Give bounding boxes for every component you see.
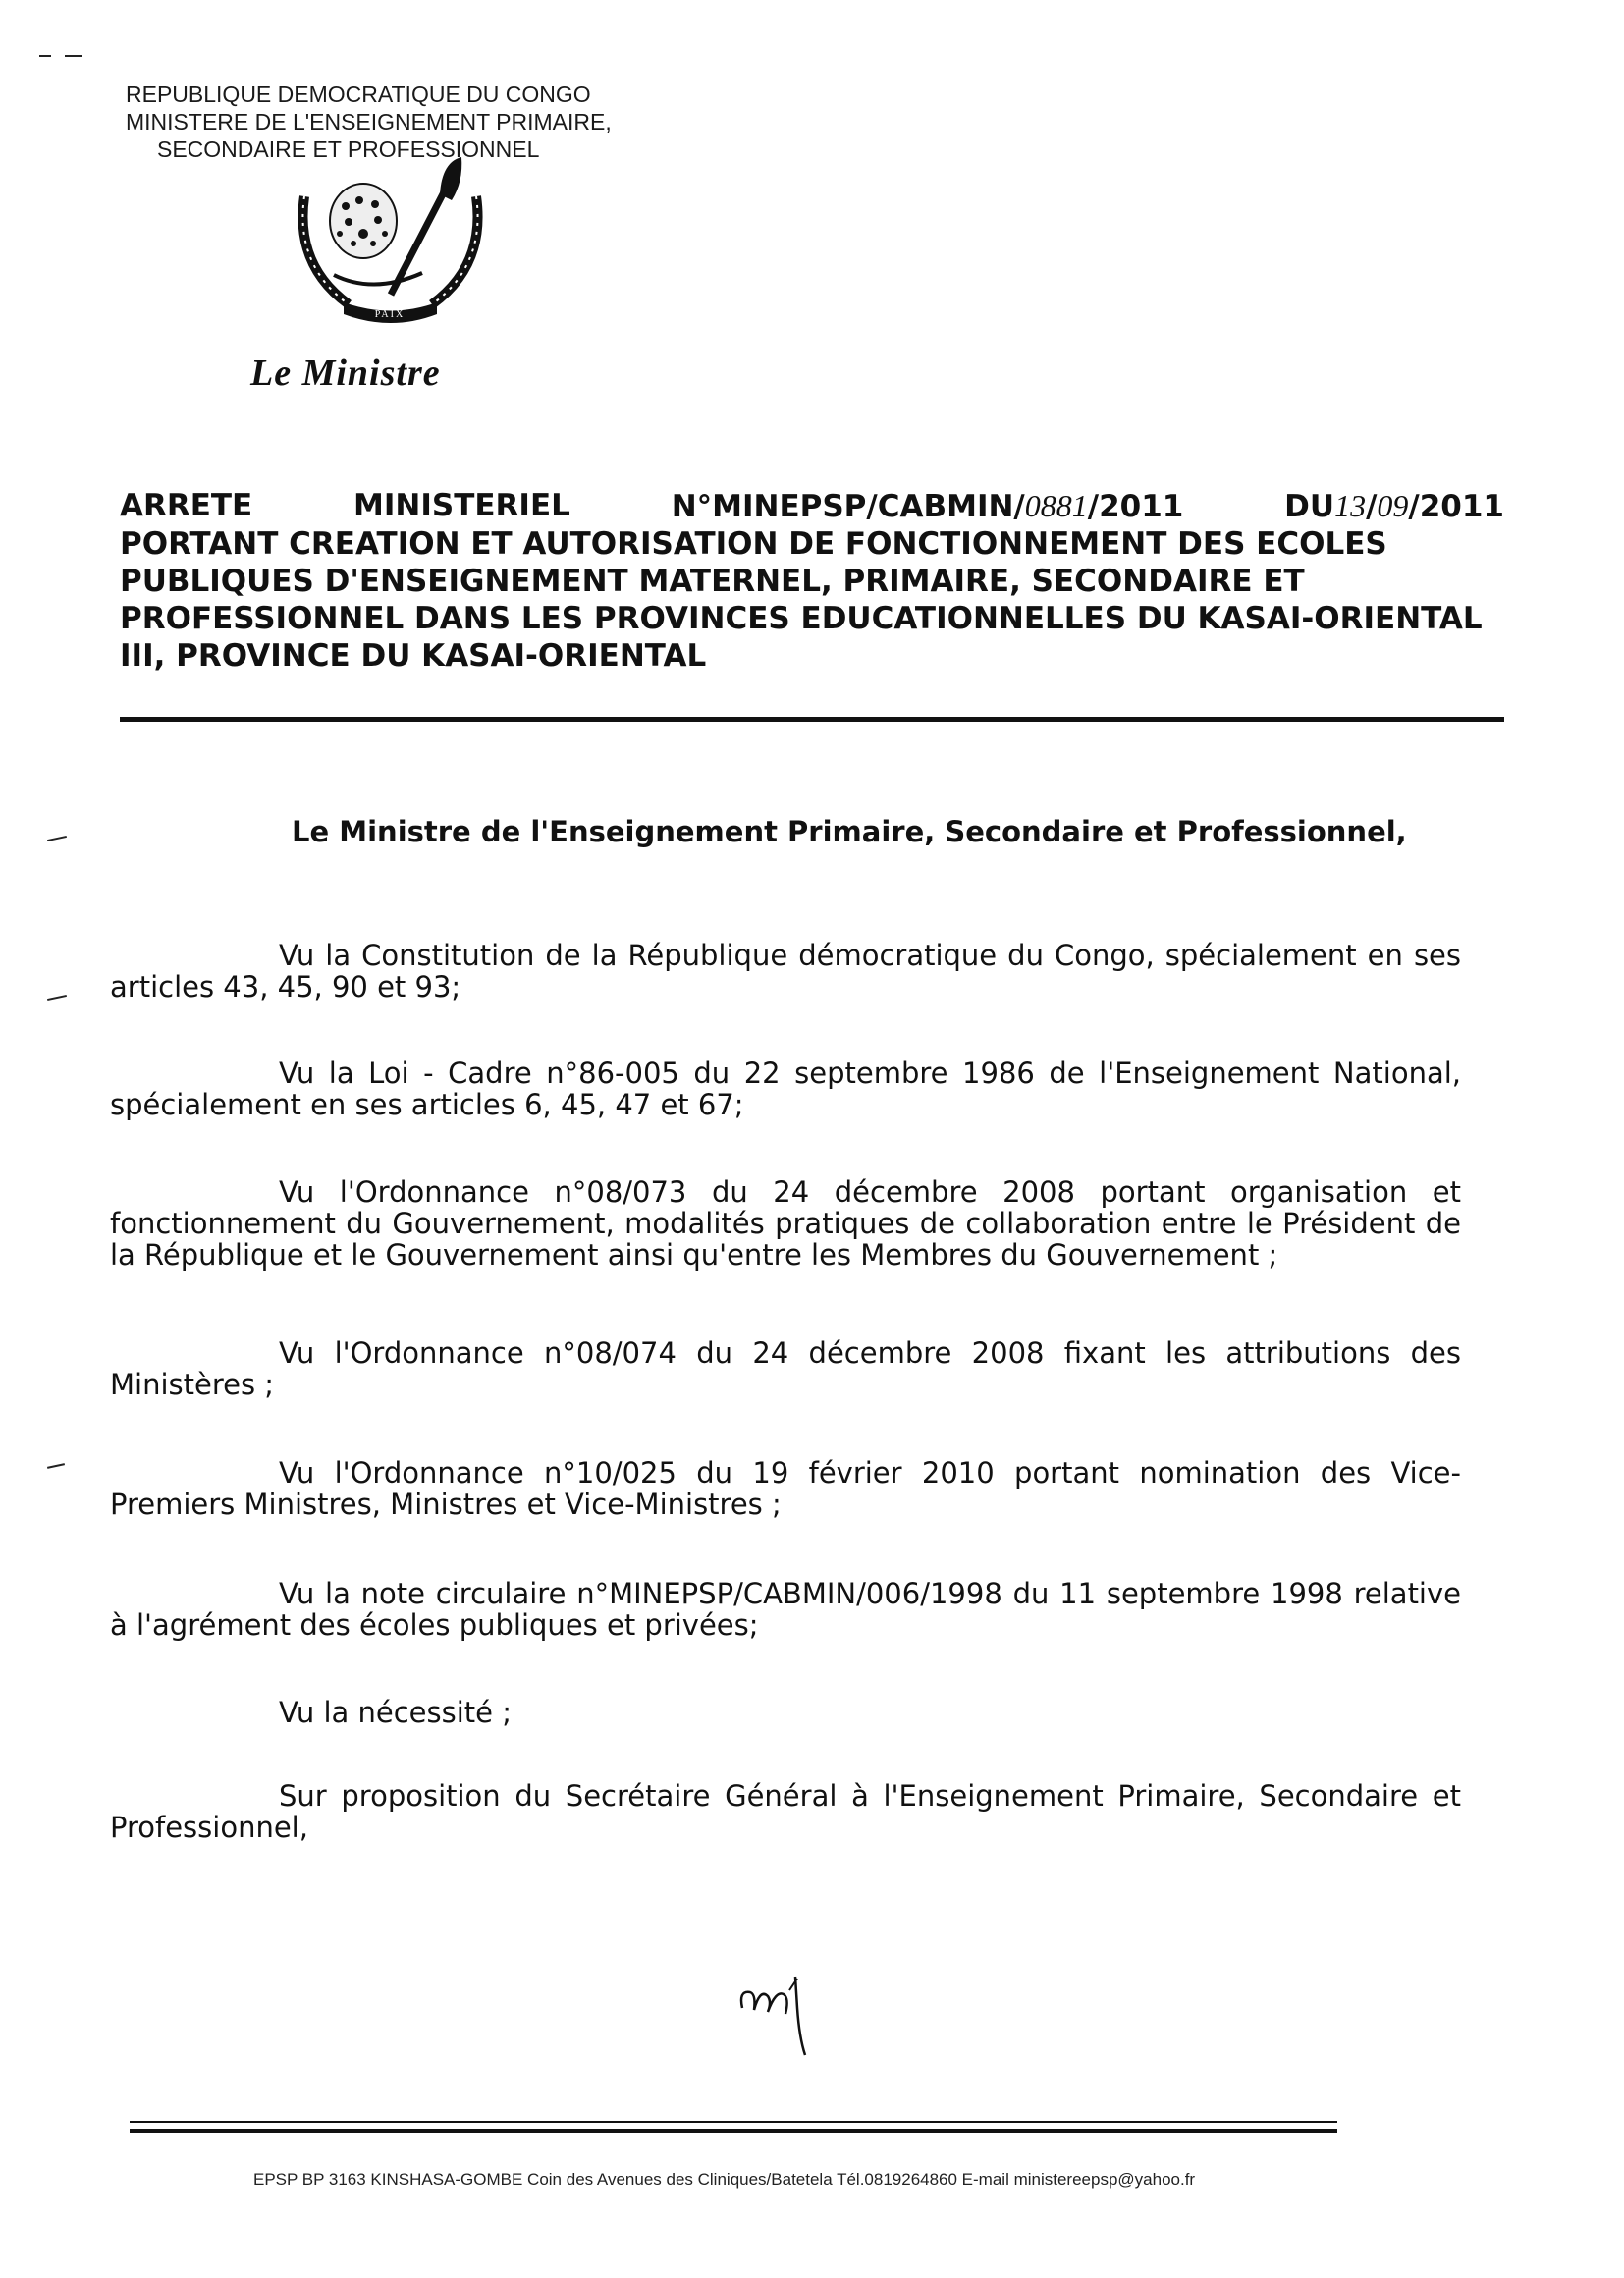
recital-paragraph: Vu la Constitution de la République démocratique du Congo, spécialement en ses articles 43, 45, 90 et 93; xyxy=(110,939,1461,1003)
decree-date: DU13/09/2011 xyxy=(1284,488,1504,524)
title-row-1 xyxy=(120,487,1504,525)
decree-reference: N°MINEPSP/CABMIN/0881/2011 xyxy=(671,488,1184,524)
minister-signature-label: Le Ministre xyxy=(250,353,441,394)
recital-paragraph: Vu l'Ordonnance n°08/073 du 24 décembre 2008 portant organisation et fonctionnement du Gouvernement, modalités pratiques de collaboration entre le Président de la République et le Gouvernement ainsi qu'entre les Membres du Gouvernement ; xyxy=(110,1175,1461,1272)
scan-mark xyxy=(47,836,67,841)
recital-paragraph: Vu la nécessité ; xyxy=(279,1696,512,1729)
title-row-4: PROFESSIONNEL DANS LES PROVINCES EDUCATIONNELLES DU KASAI-ORIENTAL xyxy=(120,601,1483,636)
scan-mark xyxy=(65,55,82,57)
scan-mark xyxy=(47,995,67,1001)
recital-paragraph: Vu la note circulaire n°MINEPSP/CABMIN/006/1998 du 11 septembre 1998 relative à l'agrément des écoles publiques et privées; xyxy=(110,1577,1461,1642)
title-word: MINISTERIEL xyxy=(353,488,570,523)
title-row-2: PORTANT CREATION ET AUTORISATION DE FONCTIONNEMENT DES ECOLES xyxy=(120,526,1387,562)
title-row-5: III, PROVINCE DU KASAI-ORIENTAL xyxy=(120,638,707,674)
footer-divider xyxy=(130,2129,1337,2133)
recital-paragraph: Sur proposition du Secrétaire Général à l'Enseignement Primaire, Secondaire et Professionnel, xyxy=(110,1779,1461,1844)
recital-paragraph: Vu l'Ordonnance n°10/025 du 19 février 2010 portant nomination des Vice-Premiers Ministres, Ministres et Vice-Ministres ; xyxy=(110,1456,1461,1521)
footer-contact: EPSP BP 3163 KINSHASA-GOMBE Coin des Avenues des Cliniques/Batetela Tél.0819264860 E-mail ministereepsp@yahoo.fr xyxy=(253,2170,1196,2189)
title-row-3: PUBLIQUES D'ENSEIGNEMENT MATERNEL, PRIMAIRE, SECONDAIRE ET xyxy=(120,564,1305,599)
footer-divider xyxy=(130,2121,1337,2123)
ministry-name: MINISTERE DE L'ENSEIGNEMENT PRIMAIRE, xyxy=(126,109,612,135)
handwritten-month: 09 xyxy=(1377,488,1409,523)
minister-heading: Le Ministre de l'Enseignement Primaire, Secondaire et Professionnel, xyxy=(292,815,1407,848)
recital-paragraph: Vu la Loi - Cadre n°86-005 du 22 septembre 1986 de l'Enseignement National, spécialement en ses articles 6, 45, 47 et 67; xyxy=(110,1057,1461,1121)
handwritten-number: 0881 xyxy=(1024,488,1088,523)
ministry-name-cont: SECONDAIRE ET PROFESSIONNEL xyxy=(157,136,540,162)
title-divider xyxy=(120,717,1504,722)
recital-paragraph: Vu l'Ordonnance n°08/074 du 24 décembre 2008 fixant les attributions des Ministères ; xyxy=(110,1336,1461,1401)
scan-mark xyxy=(47,1463,65,1469)
scan-mark xyxy=(39,55,51,57)
coat-of-arms-emblem xyxy=(275,157,511,334)
decree-title xyxy=(120,487,1504,675)
title-word: ARRETE xyxy=(120,488,253,523)
handwritten-day: 13 xyxy=(1334,488,1367,523)
svg-text:PAIX: PAIX xyxy=(374,309,406,320)
initials-signature xyxy=(734,1969,823,2057)
country-name: REPUBLIQUE DEMOCRATIQUE DU CONGO xyxy=(126,81,591,107)
